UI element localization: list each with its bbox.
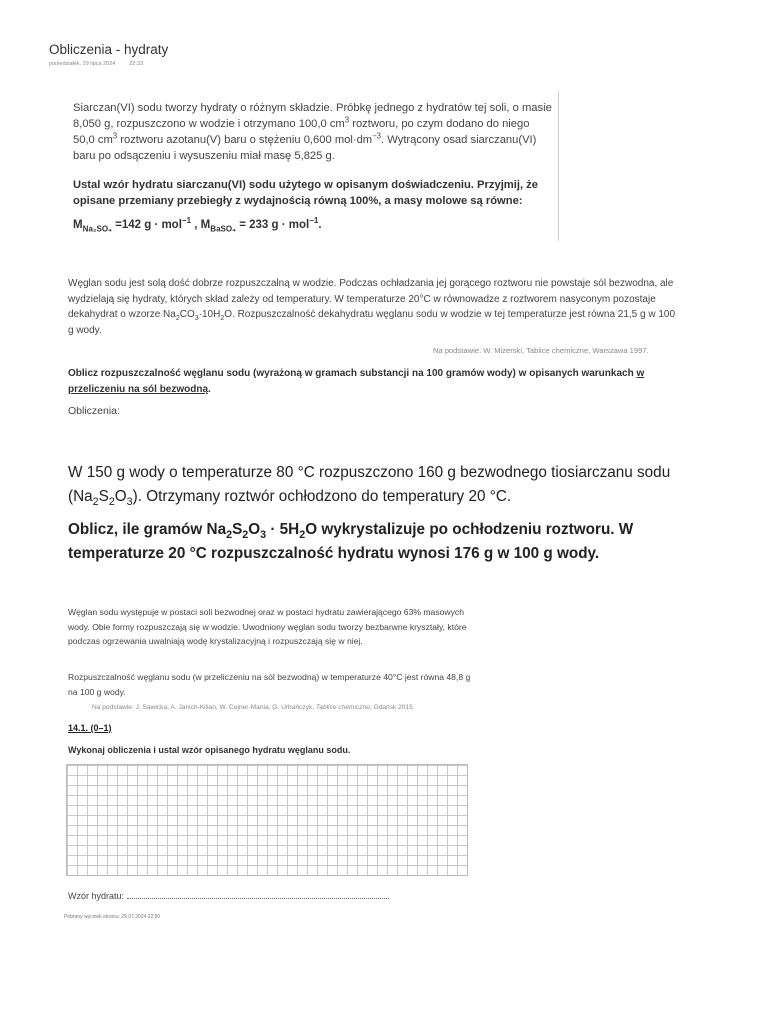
page-title: Obliczenia - hydraty	[49, 42, 169, 57]
answer-line[interactable]	[127, 890, 389, 899]
task3-text: W 150 g wody o temperaturze 80 °C rozpuszczono 160 g bezwodnego tiosiarczanu sodu $(Na_2S_2O_3)$. Otrzymany roztwór ochłodzono do temperatury 20 °C.	[68, 464, 671, 509]
task2-source: Na podstawie: W. Mizerski, Tablice chemiczne, Warszawa 1997.	[433, 346, 649, 355]
footer-capture-note: Pobrany wycinek ekranu: 29.07.2024 22:50	[64, 914, 161, 920]
task1-question: Ustal wzór hydratu siarczanu(VI) sodu użytego w opisanym doświadczeniu. Przyjmij, że opisane przemiany przebiegły z wydajnością równą 100%, a masy molowe są równe:	[73, 179, 538, 207]
task2-calculations-label: Obliczenia:	[68, 405, 120, 417]
task3-question: Oblicz, ile gramów $Na_2S_2O_3 \cdot 5H_2O$ wykrystalizuje po ochłodzeniu roztworu. W temperaturze 20 °C rozpuszczalność hydratu wynosi 176 g w 100 g wody.	[68, 521, 634, 562]
task2-text: Węglan sodu jest solą dość dobrze rozpuszczalną w wodzie. Podczas ochładzania jej gorącego roztworu nie powstaje sól bezwodna, ale wydzielają się hydraty, których skład zależy od temperatury. W temperaturze 20°C w równowadze z roztworem nasyconym pozostaje dekahydrat o wzorze $Na_2CO_3\cdot 10H_2O$. Rozpuszczalność dekahydratu węglanu sodu w wodzie w tej temperaturze jest równa 21,5 g w 100 g wody.	[68, 278, 676, 336]
task1-molar-masses: $M_{Na_2SO_4} =142$ g · mol$^{-1}$ , $M_{BaSO_4} = 233$ g · mol$^{-1}$.	[73, 216, 322, 234]
task4-source: Na podstawie: J. Sawicka, A. Janich-Kilian, W. Cejner-Mania, G. Urbańczyk, Tablice chemiczne, Gdańsk 2015.	[92, 704, 415, 711]
task4-question: Wykonaj obliczenia i ustal wzór opisanego hydratu węglanu sodu.	[68, 745, 351, 755]
page-meta	[49, 61, 143, 67]
task4-text-solubility: Rozpuszczalność węglanu sodu (w przeliczeniu na sól bezwodną) w temperaturze 40°C jest równa 48,8 g na 100 g wody.	[68, 672, 471, 697]
task4-text: Węglan sodu występuje w postaci soli bezwodnej oraz w postaci hydratu zawierającego 63% masowych wody. Obie formy rozpuszczają się w wodzie. Uwodniony węglan sodu tworzy bezbarwne kryształy, które podczas ogrzewania uwalniają wodę krystalizacyjną i rozpuszczają się w niej.	[68, 607, 467, 646]
task2-question: Oblicz rozpuszczalność węglanu sodu (wyrażoną w gramach substancji na 100 gramów wody) w opisanych warunkach w przeliczeniu na sól bezwodną.	[68, 368, 645, 395]
page-time: 22:33	[129, 61, 144, 67]
task1-text: Siarczan(VI) sodu tworzy hydraty o różnym składzie. Próbkę jednego z hydratów tej soli, o masie 8,050 g, rozpuszczono w wodzie i otrzymano 100,0 $cm^3$ roztworu, po czym dodano do niego 50,0 $cm^3$ roztworu azotanu(V) baru o stężeniu 0,600 $mol\cdot dm^{-3}$. Wytrącony osad siarczanu(VI) baru po odsączeniu i wysuszeniu miał masę 5,825 g.	[73, 102, 552, 162]
vertical-divider	[558, 91, 559, 241]
task4-number: 14.1. (0–1)	[68, 723, 112, 733]
calculation-grid[interactable]	[66, 764, 468, 876]
hydrate-formula-answer: Wzór hydratu:	[68, 890, 389, 901]
page-date: poniedziałek, 29 lipca 2024	[49, 61, 116, 67]
